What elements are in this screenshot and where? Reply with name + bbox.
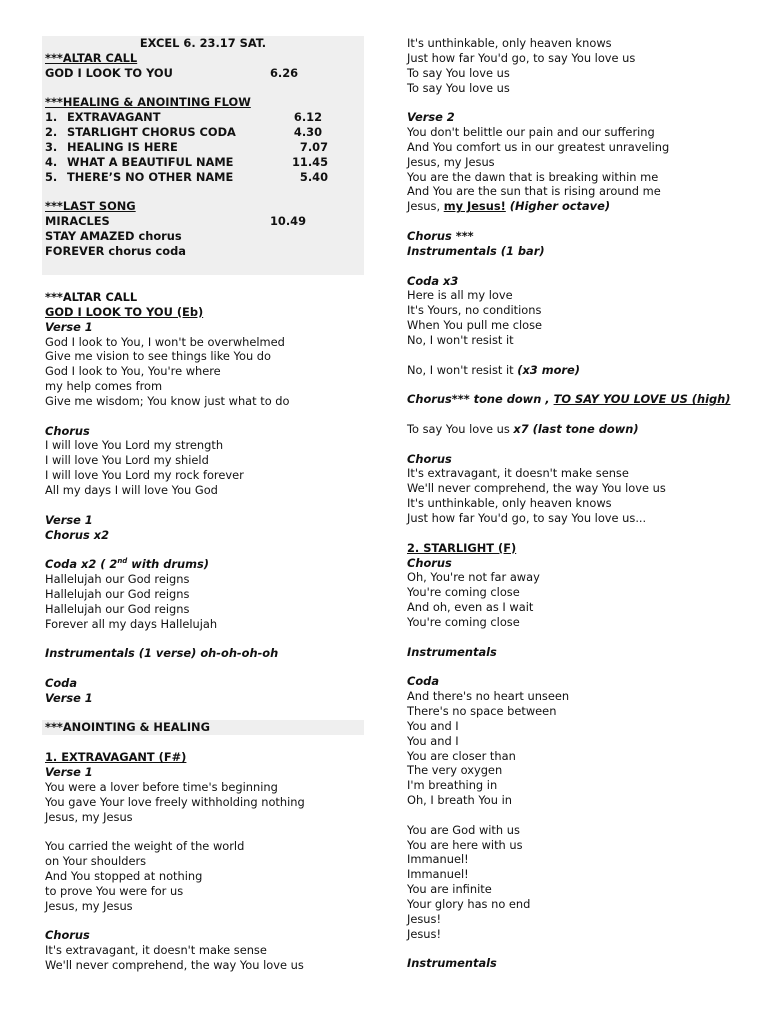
lyric-line: Jesus, my Jesus! (Higher octave) bbox=[407, 199, 611, 214]
schedule-row: MIRACLES 10.49 bbox=[45, 214, 307, 229]
lyric-line: There's no space between bbox=[407, 703, 557, 718]
lyric-line: to prove You were for us bbox=[45, 883, 184, 898]
lyric-line: And You comfort us in our greatest unraveling bbox=[407, 139, 670, 154]
schedule-row: 5. THERE’S NO OTHER NAME 5.40 bbox=[45, 169, 328, 184]
lyric-line: my help comes from bbox=[45, 379, 163, 394]
lyric-line: God I look to You, I won't be overwhelmed bbox=[45, 334, 285, 349]
section-label: Verse 1 bbox=[45, 765, 93, 779]
lyric-line: You don't belittle our pain and our suffering bbox=[407, 125, 655, 140]
healing-header: ***HEALING & ANOINTING FLOW bbox=[45, 95, 251, 110]
lyric-line: No, I won't resist it (x3 more) bbox=[407, 362, 580, 377]
altar-call-section-header: ***ALTAR CALL bbox=[45, 290, 138, 304]
lyric-line: You are infinite bbox=[407, 882, 492, 897]
right-column bbox=[404, 36, 734, 971]
lyric-line: You are God with us bbox=[407, 822, 520, 837]
lyric-line: And You are the sun that is rising around me bbox=[407, 184, 661, 199]
coda-label: Coda x2 ( 2nd with drums) bbox=[45, 557, 209, 572]
section-label: Verse 2 bbox=[407, 110, 455, 125]
section-label: Chorus*** tone down , TO SAY YOU LOVE US (high) bbox=[407, 392, 731, 407]
song-title: 2. STARLIGHT (F) bbox=[407, 540, 517, 555]
lyric-line: It's extravagant, it doesn't make sense bbox=[45, 943, 267, 958]
lyric-line: Jesus, my Jesus bbox=[45, 809, 133, 824]
lyric-line: Hallelujah our God reigns bbox=[45, 586, 190, 601]
lyric-line: It's unthinkable, only heaven knows bbox=[407, 36, 612, 50]
lyric-line: Just how far You'd go, to say You love us bbox=[407, 50, 636, 65]
song-title: 1. EXTRAVAGANT (F#) bbox=[45, 750, 187, 765]
section-label: Verse 1 bbox=[45, 512, 93, 527]
lyric-line: Just how far You'd go, to say You love us... bbox=[407, 511, 647, 525]
lyric-line: Hallelujah our God reigns bbox=[45, 601, 190, 616]
lyric-line: God I look to You, You're where bbox=[45, 364, 221, 379]
schedule-row: 2. STARLIGHT CHORUS CODA 4.30 bbox=[45, 125, 322, 140]
section-label: Verse 1 bbox=[45, 319, 93, 334]
lyric-line: And oh, even as I wait bbox=[407, 600, 534, 615]
lyric-line: Your glory has no end bbox=[407, 896, 531, 911]
section-label: Instrumentals bbox=[407, 956, 497, 971]
lyric-line: Jesus, my Jesus bbox=[45, 898, 133, 913]
altar-call-header: ***ALTAR CALL bbox=[45, 50, 138, 65]
lyric-line: You are here with us bbox=[407, 837, 523, 852]
lyric-line: You gave Your love freely withholding nothing bbox=[45, 794, 305, 809]
schedule-row: GOD I LOOK TO YOU 6.26 bbox=[45, 65, 299, 80]
lyric-line: Jesus! bbox=[407, 926, 442, 941]
lyric-line: And there's no heart unseen bbox=[407, 689, 570, 704]
lyric-line: Give me wisdom; You know just what to do bbox=[45, 393, 290, 408]
lyric-line: You carried the weight of the world bbox=[45, 839, 245, 854]
section-label: Chorus bbox=[45, 423, 90, 438]
lyric-line: You and I bbox=[407, 733, 459, 748]
lyric-line: Here is all my love bbox=[407, 288, 513, 303]
section-label: Verse 1 bbox=[45, 690, 93, 705]
schedule-row: 4. WHAT A BEAUTIFUL NAME 11.45 bbox=[45, 154, 328, 169]
lyric-line: We'll never comprehend, the way You love us bbox=[45, 957, 304, 972]
lyric-line: To say You love us bbox=[407, 80, 510, 95]
lyric-line: I will love You Lord my strength bbox=[45, 438, 224, 453]
lyric-line: Oh, You're not far away bbox=[407, 570, 540, 585]
schedule-row: 1. EXTRAVAGANT 6.12 bbox=[45, 110, 322, 125]
lyric-line: Immanuel! bbox=[407, 867, 469, 882]
section-label: Chorus x2 bbox=[45, 527, 110, 542]
lyric-line: We'll never comprehend, the way You love us bbox=[407, 481, 666, 496]
lyric-line: To say You love us bbox=[407, 65, 510, 80]
lyric-line: Jesus, my Jesus bbox=[407, 154, 495, 169]
schedule-row: 3. HEALING IS HERE 7.07 bbox=[45, 139, 328, 154]
lyric-line: It's Yours, no conditions bbox=[407, 303, 542, 318]
section-label: Chorus bbox=[45, 928, 90, 943]
anointing-header: ***ANOINTING & HEALING bbox=[42, 720, 364, 735]
song-title: GOD I LOOK TO YOU (Eb) bbox=[45, 304, 204, 319]
section-label: Chorus bbox=[407, 451, 452, 466]
left-column bbox=[42, 36, 364, 973]
section-label: Coda bbox=[407, 674, 440, 689]
lyric-line: Immanuel! bbox=[407, 852, 469, 867]
lyric-line: All my days I will love You God bbox=[45, 482, 218, 497]
schedule-title: EXCEL 6. 23.17 SAT. bbox=[139, 36, 267, 50]
schedule-row: STAY AMAZED chorus bbox=[45, 228, 182, 243]
lyric-line: Give me vision to see things like You do bbox=[45, 349, 271, 364]
section-label: Instrumentals (1 verse) oh-oh-oh-oh bbox=[45, 646, 279, 661]
lyric-line: It's extravagant, it doesn't make sense bbox=[407, 466, 629, 481]
lyric-line: You are the dawn that is breaking within me bbox=[407, 169, 659, 184]
lyric-line: You and I bbox=[407, 718, 459, 733]
lyric-line: Oh, I breath You in bbox=[407, 793, 513, 808]
lyric-line: You're coming close bbox=[407, 585, 520, 600]
lyric-line: When You pull me close bbox=[407, 318, 543, 333]
schedule-row: FOREVER chorus coda bbox=[45, 243, 186, 258]
lyric-line: Jesus! bbox=[407, 911, 442, 926]
lyric-line: You're coming close bbox=[407, 614, 520, 629]
lyric-line: I'm breathing in bbox=[407, 778, 498, 793]
lyric-line: To say You love us x7 (last tone down) bbox=[407, 421, 639, 436]
lyric-line: It's unthinkable, only heaven knows bbox=[407, 496, 612, 511]
lyric-line: And You stopped at nothing bbox=[45, 868, 203, 883]
section-label: Coda bbox=[45, 675, 78, 690]
section-label: Chorus bbox=[407, 555, 452, 570]
lyric-line: I will love You Lord my shield bbox=[45, 453, 209, 468]
lyric-line: The very oxygen bbox=[407, 763, 503, 778]
schedule-box bbox=[42, 36, 364, 275]
section-label: Instrumentals (1 bar) bbox=[407, 243, 545, 258]
lyric-line: Forever all my days Hallelujah bbox=[45, 616, 218, 631]
last-song-header: ***LAST SONG bbox=[45, 199, 136, 214]
lyric-line: I will love You Lord my rock forever bbox=[45, 468, 244, 483]
section-label: Instrumentals bbox=[407, 644, 497, 659]
section-label: Chorus *** bbox=[407, 228, 474, 243]
lyric-line: You are closer than bbox=[407, 748, 516, 763]
lyric-line: on Your shoulders bbox=[45, 854, 147, 869]
section-label: Coda x3 bbox=[407, 273, 459, 288]
lyric-line: You were a lover before time's beginning bbox=[45, 779, 278, 794]
lyric-line: Hallelujah our God reigns bbox=[45, 572, 190, 587]
lyric-line: No, I won't resist it bbox=[407, 332, 514, 347]
